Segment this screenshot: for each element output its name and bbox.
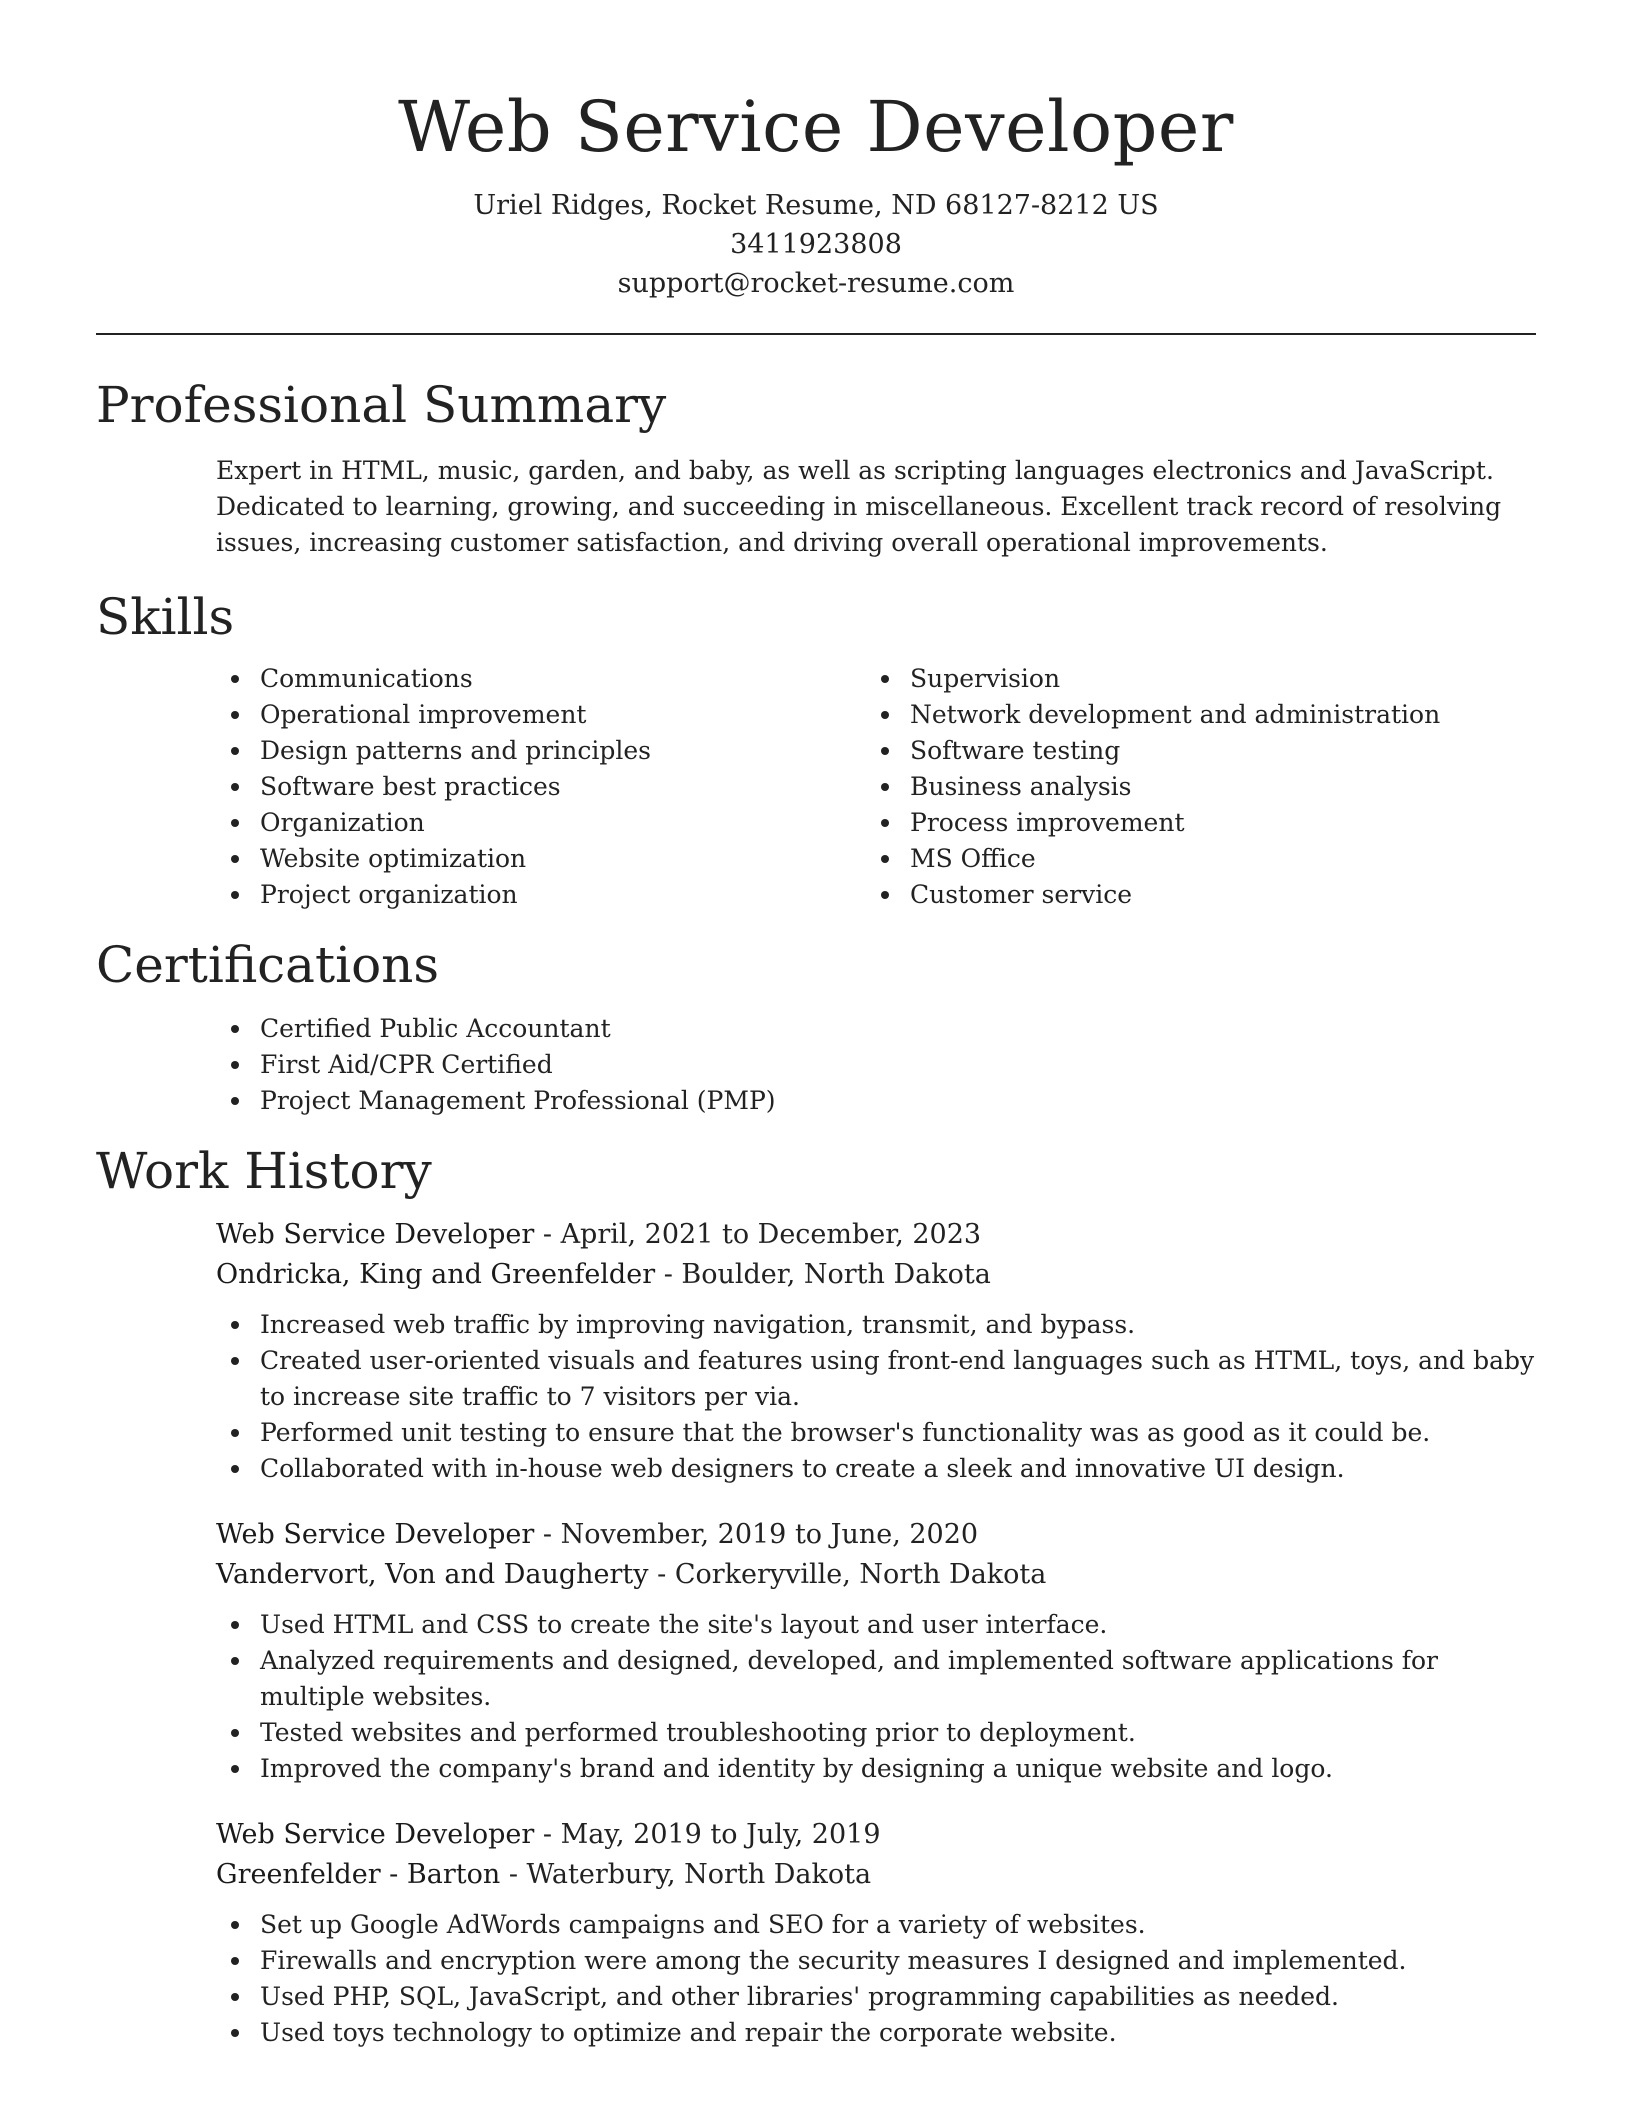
job-title: Web Service Developer	[216, 1519, 535, 1550]
skill-item: Website optimization	[260, 841, 746, 877]
job-title: Web Service Developer	[216, 1219, 535, 1250]
job-company: Vandervort, Von and Daugherty	[216, 1559, 649, 1590]
job-company: Ondricka, King and Greenfelder	[216, 1259, 656, 1290]
job-separator: -	[500, 1859, 527, 1890]
job-separator: -	[534, 1219, 561, 1250]
skills-grid	[96, 661, 1536, 913]
job-entry	[216, 1515, 1536, 1787]
certifications-list	[96, 1011, 1536, 1119]
job-duty: Increased web traffic by improving navigation, transmit, and bypass.	[260, 1307, 1536, 1343]
skill-item: Operational improvement	[260, 697, 746, 733]
job-duty: Used PHP, SQL, JavaScript, and other libraries' programming capabilities as needed.	[260, 1979, 1536, 2015]
job-duties-list	[216, 1907, 1536, 2051]
skill-item: Design patterns and principles	[260, 733, 746, 769]
job-location: Waterbury, North Dakota	[526, 1859, 872, 1890]
job-duty: Tested websites and performed troubleshooting prior to deployment.	[260, 1715, 1536, 1751]
skills-list-right	[910, 661, 1440, 913]
job-duties-list	[216, 1607, 1536, 1787]
job-duty: Created user-oriented visuals and features using front-end languages such as HTML, toys, and baby to increase site traffic to 7 visitors per via.	[260, 1343, 1536, 1415]
job-company-line	[216, 1555, 1536, 1595]
job-duty: Used toys technology to optimize and repair the corporate website.	[260, 2015, 1536, 2051]
job-duties-list	[216, 1307, 1536, 1487]
contact-phone: 3411923808	[730, 229, 902, 260]
job-company-line	[216, 1855, 1536, 1895]
job-duty: Analyzed requirements and designed, developed, and implemented software applications for multiple websites.	[260, 1643, 1536, 1715]
job-duty: Collaborated with in-house web designers to create a sleek and innovative UI design.	[260, 1451, 1536, 1487]
skill-item: Supervision	[910, 661, 1440, 697]
job-entry	[216, 1215, 1536, 1487]
job-separator: -	[648, 1559, 675, 1590]
job-duty: Improved the company's brand and identity by designing a unique website and logo.	[260, 1751, 1536, 1787]
job-dates: November, 2019 to June, 2020	[560, 1519, 979, 1550]
skill-item: MS Office	[910, 841, 1440, 877]
section-title-summary: Professional Summary	[96, 376, 667, 434]
job-duty: Firewalls and encryption were among the security measures I designed and implemented.	[260, 1943, 1536, 1979]
skill-item: Software best practices	[260, 769, 746, 805]
skill-item: Organization	[260, 805, 746, 841]
job-location: Boulder, North Dakota	[681, 1259, 991, 1290]
job-separator: -	[655, 1259, 682, 1290]
contact-info	[96, 186, 1536, 303]
job-company: Greenfelder - Barton	[216, 1859, 501, 1890]
resume-title: Web Service Developer	[398, 86, 1234, 168]
summary-text: Expert in HTML, music, garden, and baby, as well as scripting languages electronics and JavaScript. Dedicated to learning, growing, and succeeding in miscellaneous. Excellent track record of resolving issues, increasing customer satisfaction, and driving overall operational improvements.	[216, 456, 1502, 557]
job-separator: -	[534, 1519, 561, 1550]
job-title: Web Service Developer	[216, 1819, 535, 1850]
section-title-skills: Skills	[96, 588, 235, 646]
section-title-work-history: Work History	[96, 1142, 432, 1200]
job-title-line	[216, 1515, 1536, 1555]
contact-address: Uriel Ridges, Rocket Resume, ND 68127-8212 US	[473, 190, 1159, 221]
skills-list-left	[96, 661, 746, 913]
skill-item: Software testing	[910, 733, 1440, 769]
certification-item: First Aid/CPR Certified	[260, 1047, 1536, 1083]
job-dates: May, 2019 to July, 2019	[560, 1819, 881, 1850]
job-title-line	[216, 1815, 1536, 1855]
job-duty: Performed unit testing to ensure that the browser's functionality was as good as it could be.	[260, 1415, 1536, 1451]
job-duty: Used HTML and CSS to create the site's layout and user interface.	[260, 1607, 1536, 1643]
contact-email: support@rocket-resume.com	[617, 268, 1015, 299]
skill-item: Project organization	[260, 877, 746, 913]
job-dates: April, 2021 to December, 2023	[560, 1219, 982, 1250]
job-title-line	[216, 1215, 1536, 1255]
skill-item: Customer service	[910, 877, 1440, 913]
section-title-certifications: Certifications	[96, 936, 440, 994]
certification-item: Certified Public Accountant	[260, 1011, 1536, 1047]
skill-item: Process improvement	[910, 805, 1440, 841]
job-separator: -	[534, 1819, 561, 1850]
job-location: Corkeryville, North Dakota	[674, 1559, 1047, 1590]
skill-item: Communications	[260, 661, 746, 697]
job-company-line	[216, 1255, 1536, 1295]
certification-item: Project Management Professional (PMP)	[260, 1083, 1536, 1119]
skill-item: Business analysis	[910, 769, 1440, 805]
job-entry	[216, 1815, 1536, 2051]
job-duty: Set up Google AdWords campaigns and SEO for a variety of websites.	[260, 1907, 1536, 1943]
header-divider	[96, 333, 1536, 335]
skill-item: Network development and administration	[910, 697, 1440, 733]
